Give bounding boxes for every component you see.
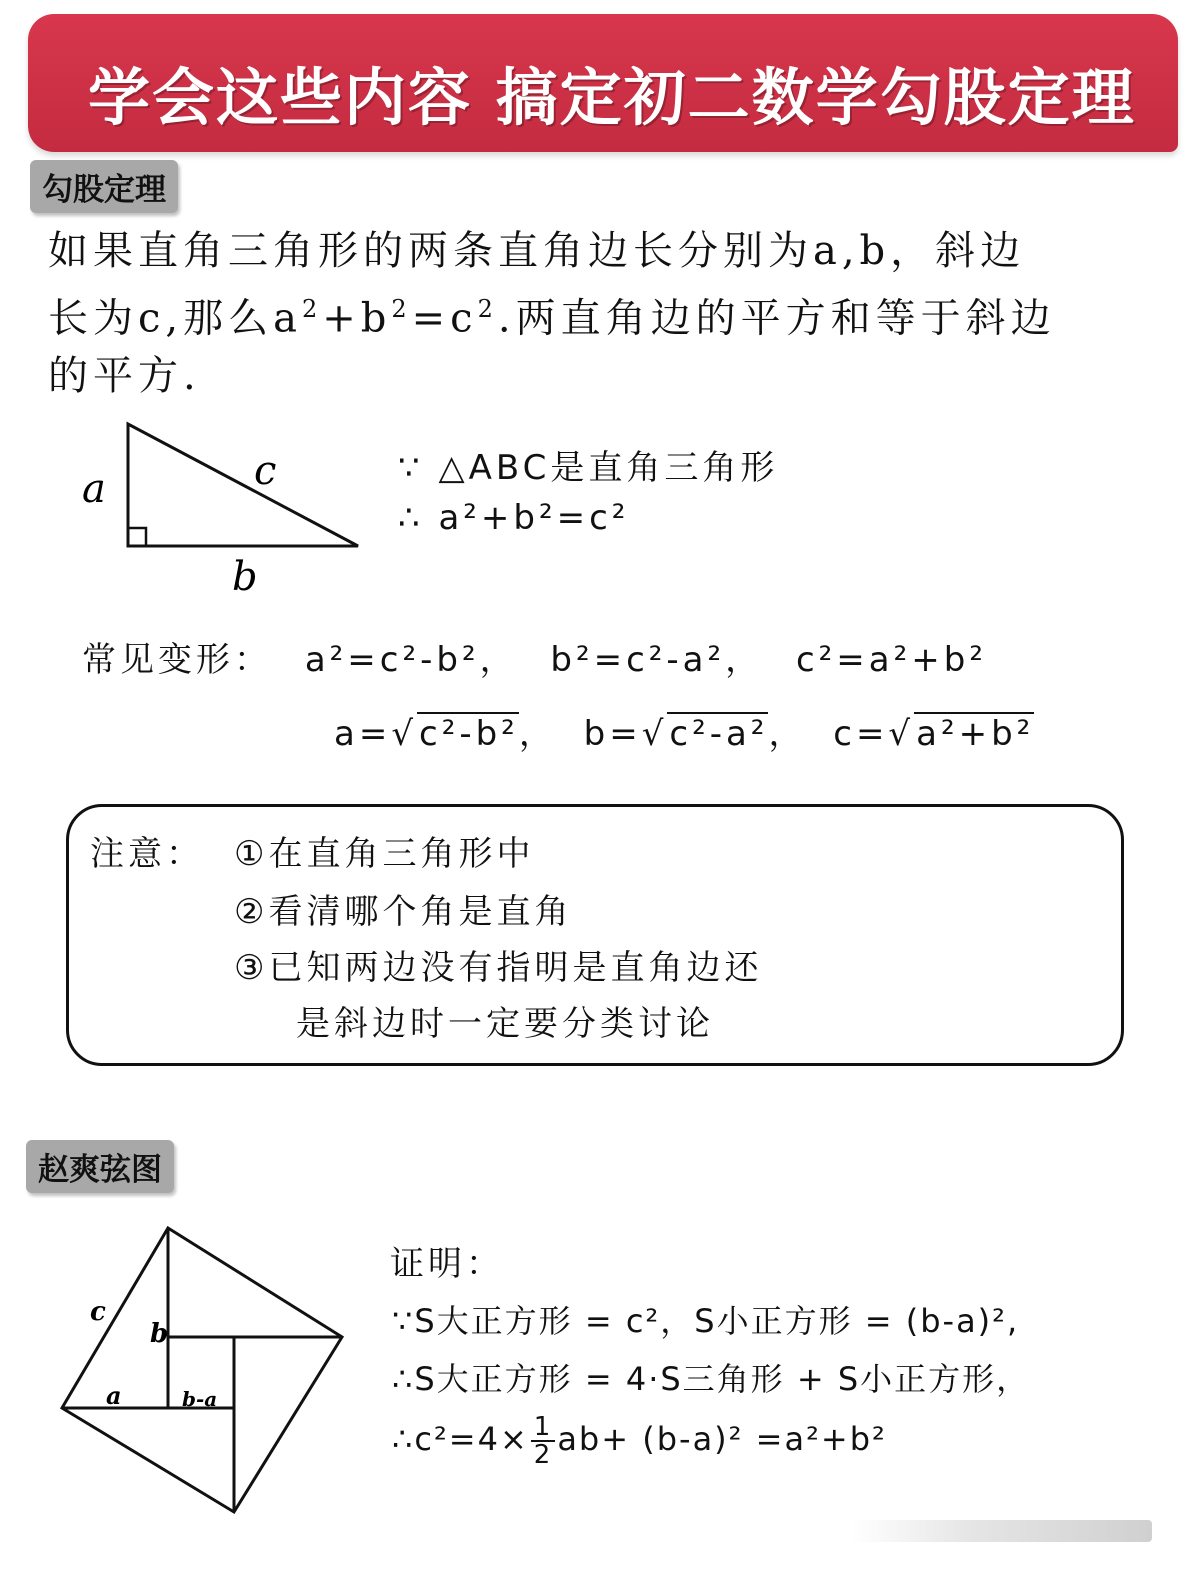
theorem-line-3: 的平方.	[48, 353, 201, 400]
section-label-zhao-shuang: 赵爽弦图	[26, 1140, 174, 1193]
triangle-shape	[128, 424, 358, 546]
proof-line-2: ∴S大正方形 = 4·S三角形 + S小正方形，	[392, 1360, 1031, 1398]
label-side-a: a	[82, 466, 106, 512]
zs-label-b: b	[150, 1319, 169, 1349]
title-banner	[28, 14, 1178, 152]
note-item-1: ①在直角三角形中	[234, 834, 535, 874]
zs-label-b-minus-a: b-a	[182, 1387, 218, 1411]
outer-square	[62, 1228, 342, 1512]
label-side-b: b	[232, 554, 258, 600]
variants-row-1: 常见变形： a²=c²-b²， b²=c²-a²， c²=a²+b²	[82, 640, 987, 680]
note-item-3-cont: 是斜边时一定要分类讨论	[296, 1004, 714, 1044]
zs-label-a: a	[106, 1381, 122, 1410]
right-angle-mark	[128, 528, 146, 546]
note-item-2: ②看清哪个角是直角	[234, 892, 573, 932]
theorem-statement	[48, 222, 1148, 405]
variants-label: 常见变形：	[82, 640, 272, 680]
theorem-line-2: 长为c,那么$a^2+b^2=c^2$.两直角边的平方和等于斜边	[48, 295, 1056, 342]
label-side-c: c	[254, 448, 277, 494]
proof-line-3: ∴c²=4× $\frac{1}{2}$ ab+ (b-a)² =a²+b²	[392, 1412, 887, 1470]
given-statement: ∵ △ABC是直角三角形	[398, 448, 779, 488]
note-label: 注意：	[90, 834, 204, 874]
fraction-one-half: $\frac{1}{2}$	[531, 1414, 556, 1468]
right-triangle-diagram	[70, 410, 380, 600]
zhao-shuang-diagram	[50, 1220, 360, 1530]
page-title: 学会这些内容 搞定初二数学勾股定理	[88, 61, 1136, 134]
proof-label: 证明：	[390, 1244, 504, 1284]
result-statement: ∴ a²+b²=c²	[398, 498, 630, 538]
variants-row-2: a=√c²-b²， b=√c²-a²， c=√a²+b²	[334, 714, 1035, 754]
theorem-line-1: 如果直角三角形的两条直角边长分别为a,b，斜边	[48, 228, 1026, 274]
proof-line-1: ∵S大正方形 = c²，S小正方形 = (b-a)²,	[392, 1302, 1020, 1340]
section-label-pythagorean: 勾股定理	[30, 160, 178, 213]
zs-label-c: c	[90, 1297, 106, 1327]
note-item-3: ③已知两边没有指明是直角边还	[234, 948, 763, 988]
watermark-bar	[852, 1520, 1152, 1542]
